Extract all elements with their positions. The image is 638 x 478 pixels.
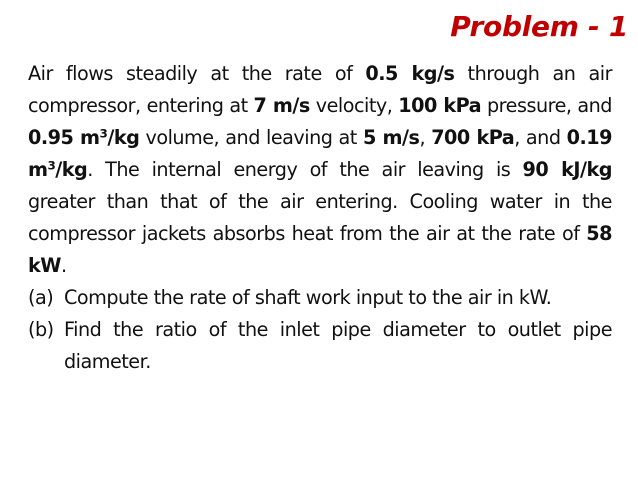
inlet-velocity: 7 m/s	[253, 94, 310, 117]
question-text: Compute the rate of shaft work input to the air in kW.	[64, 286, 552, 309]
problem-text: . The internal energy of the air leaving is	[87, 158, 523, 181]
outlet-volume-exponent: 3	[47, 158, 56, 173]
problem-text: greater than that of the air entering. Cooling water in the compressor jackets absorbs heat from the air at the rate of	[28, 190, 612, 245]
question-marker: (b)	[28, 318, 54, 341]
question-list	[28, 282, 612, 378]
problem-text: volume, and leaving at	[139, 126, 363, 149]
inlet-volume-value: 0.95 m	[28, 126, 100, 149]
question-item-a	[28, 282, 612, 314]
outlet-pressure: 700 kPa	[431, 126, 515, 149]
problem-text: velocity,	[309, 94, 399, 117]
internal-energy-increase: 90 kJ/kg	[522, 158, 612, 181]
question-text: Find the ratio of the inlet pipe diameter to outlet pipe diameter.	[64, 318, 612, 373]
outlet-volume-unit: /kg	[55, 158, 88, 181]
inlet-pressure: 100 kPa	[398, 94, 482, 117]
problem-text: through an air compressor, entering at	[28, 62, 612, 117]
slide-title: Problem - 1	[450, 10, 628, 43]
outlet-velocity: 5 m/s	[362, 126, 420, 149]
problem-text: ,	[419, 126, 432, 149]
problem-text: , and	[514, 126, 567, 149]
outlet-volume-value: 0.19 m	[28, 126, 612, 181]
inlet-volume-exponent: 3	[99, 126, 108, 141]
question-item-b	[28, 314, 612, 378]
question-marker: (a)	[28, 286, 54, 309]
problem-text: .	[60, 254, 67, 277]
problem-text: Air flows steadily at the rate of	[28, 62, 366, 85]
heat-removal-rate: 58 kW	[28, 222, 612, 277]
problem-statement	[28, 58, 612, 282]
problem-text: pressure, and	[481, 94, 612, 117]
mass-flow-rate: 0.5 kg/s	[365, 62, 455, 85]
inlet-volume-unit: /kg	[107, 126, 140, 149]
inlet-specific-volume	[28, 126, 139, 149]
